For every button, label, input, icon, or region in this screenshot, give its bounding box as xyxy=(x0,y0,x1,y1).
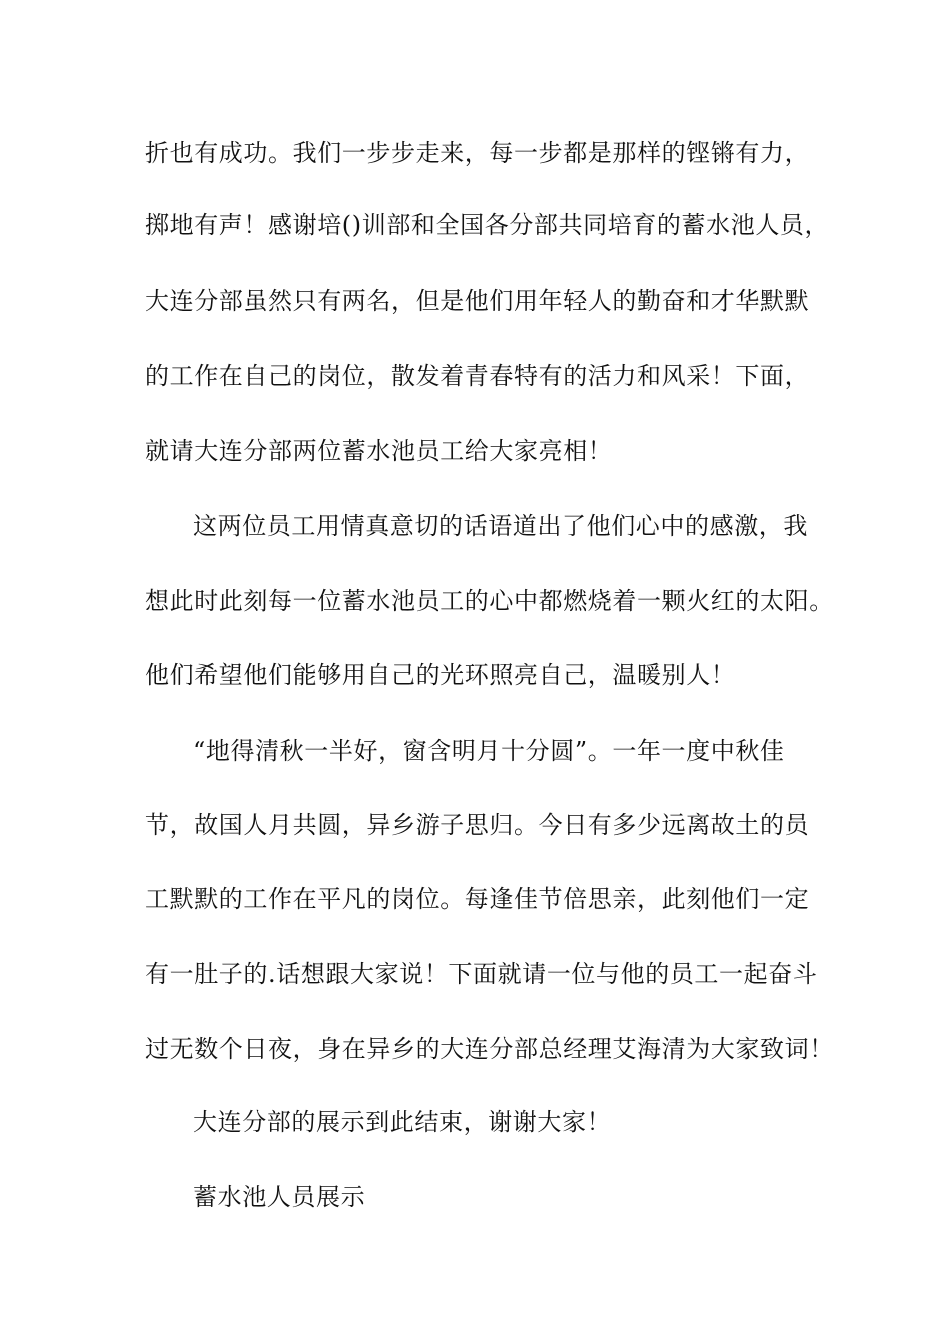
text-line: 工默默的工作在平凡的岗位。每逢佳节倍思亲，此刻他们一定 xyxy=(145,885,810,913)
text-line: 折也有成功。我们一步步走来，每一步都是那样的铿锵有力， xyxy=(145,139,810,167)
text-line: 过无数个日夜，身在异乡的大连分部总经理艾海清为大家致词！ xyxy=(145,1035,834,1063)
quote-paragraph-start-line: “地得清秋一半好，窗含明月十分圆”。一年一度中秋佳 xyxy=(193,737,785,765)
text-line: 的工作在自己的岗位，散发着青春特有的活力和风采！下面， xyxy=(145,362,810,390)
closing-line: 大连分部的展示到此结束，谢谢大家！ xyxy=(193,1108,612,1136)
paragraph-start-line: 这两位员工用情真意切的话语道出了他们心中的感激，我 xyxy=(193,512,808,540)
text-line: 节，故国人月共圆，异乡游子思归。今日有多少远离故土的员 xyxy=(145,811,810,839)
section-heading: 蓄水池人员展示 xyxy=(193,1183,366,1211)
text-line: 想此时此刻每一位蓄水池员工的心中都燃烧着一颗火红的太阳。 xyxy=(145,587,834,615)
text-line: 掷地有声！感谢培()训部和全国各分部共同培育的蓄水池人员， xyxy=(145,211,830,239)
text-line: 他们希望他们能够用自己的光环照亮自己，温暖别人！ xyxy=(145,661,736,689)
text-line: 有一肚子的.话想跟大家说！下面就请一位与他的员工一起奋斗 xyxy=(145,960,818,988)
text-line: 大连分部虽然只有两名，但是他们用年轻人的勤奋和才华默默 xyxy=(145,287,810,315)
text-line: 就请大连分部两位蓄水池员工给大家亮相！ xyxy=(145,437,613,465)
